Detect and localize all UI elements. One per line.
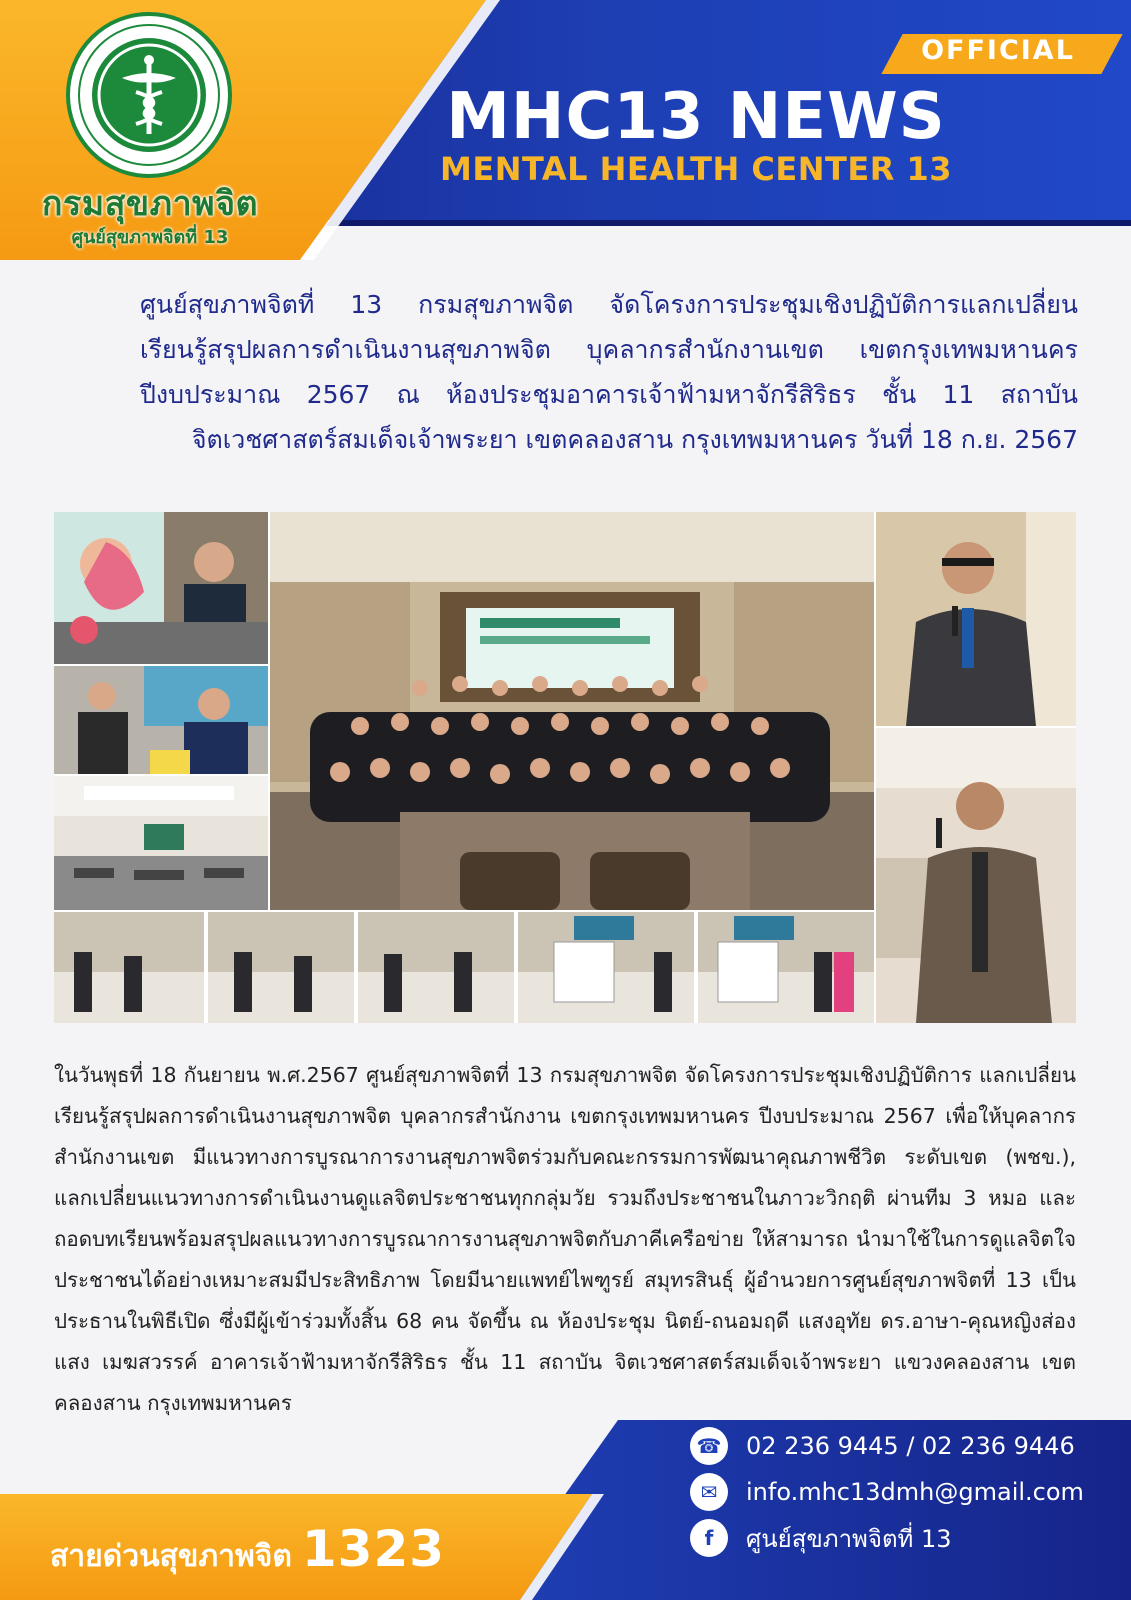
logo-emblem: [92, 38, 206, 152]
photo-group: [270, 512, 874, 910]
photo-speaker-desk: [54, 512, 268, 664]
headline-line-1: ศูนย์สุขภาพจิตที่ 13 กรมสุขภาพจิต จัดโครงการประชุมเชิงปฏิบัติการแลกเปลี่ยน: [140, 290, 1078, 319]
headline-line-2: เรียนรู้สรุปผลการดำเนินงานสุขภาพจิต บุคลากรสำนักงานเขต เขตกรุงเทพมหานคร: [140, 335, 1078, 364]
phone-icon: ☎: [690, 1427, 728, 1465]
photo-two-speakers: [54, 666, 268, 774]
caduceus-icon: [92, 38, 206, 152]
facebook-icon: f: [690, 1519, 728, 1557]
photo-speaker-old: [876, 728, 1076, 1023]
ministry-logo: [66, 12, 232, 178]
hotline-label: สายด่วนสุขภาพจิต: [50, 1539, 292, 1574]
dept-name: กรมสุขภาพจิต: [41, 184, 259, 224]
email-icon: ✉: [690, 1473, 728, 1511]
official-tag: OFFICIAL: [921, 35, 1075, 66]
brand-title: MHC13 NEWS: [446, 80, 946, 154]
email-address[interactable]: info.mhc13dmh@gmail.com: [746, 1478, 1084, 1506]
hotline: [50, 1520, 445, 1580]
contact-email[interactable]: [690, 1472, 1084, 1512]
hotline-number[interactable]: 1323: [301, 1520, 446, 1578]
header-banner: [0, 0, 1131, 265]
photo-collage: [54, 512, 1076, 1023]
contact-phone[interactable]: [690, 1426, 1075, 1466]
photo-workshop: [54, 912, 874, 1023]
headline-line-4: จิตเวชศาสตร์สมเด็จเจ้าพระยา เขตคลองสาน กรุงเทพมหานคร วันที่ 18 ก.ย. 2567: [191, 425, 1078, 454]
article-body: ในวันพุธที่ 18 กันยายน พ.ศ.2567 ศูนย์สุขภาพจิตที่ 13 กรมสุขภาพจิต จัดโครงการประชุมเชิงปฏิบัติการ แลกเปลี่ยนเรียนรู้สรุปผลการดำเนินงานสุขภาพจิต บุคลากรสำนักงาน เขตกรุงเทพมหานคร ปีงบประมาณ 2567 เพื่อให้บุคลากรสำนักงานเขต มีแนวทางการบูรณาการงานสุขภาพจิตร่วมกับคณะกรรมการพัฒนาคุณภาพชีวิต ระดับเขต (พชข.), แลกเปลี่ยนแนวทางการดำเนินงานดูแลจิตประชาชนทุกกลุ่มวัย รวมถึงประชาชนในภาวะวิกฤติ ผ่านทีม 3 หมอ และถอดบทเรียนพร้อมสรุปผลแนวทางการบูรณาการงานสุขภาพจิตกับภาคีเครือข่าย ให้สามารถ นำมาใช้ในการดูแลจิตใจประชาชนได้อย่างเหมาะสมมีประสิทธิภาพ โดยมีนายแพทย์ไพฑูรย์ สมุทรสินธุ์ ผู้อำนวยการศูนย์สุขภาพจิตที่ 13 เป็นประธานในพิธีเปิด ซึ่งมีผู้เข้าร่วมทั้งสิ้น 68 คน จัดขึ้น ณ ห้องประชุม นิตย์-ถนอมฤดี แสงอุทัย ดร.อาษา-คุณหญิงส่องแสง เมฆสวรรค์ อาคารเจ้าฟ้ามหาจักรีสิริธร ชั้น 11 สถาบัน จิตเวชศาสตร์สมเด็จเจ้าพระยา แขวงคลองสาน เขตคลองสาน กรุงเทพมหานคร: [54, 1063, 1076, 1415]
headline-line-3: ปีงบประมาณ 2567 ณ ห้องประชุมอาคารเจ้าฟ้ามหาจักรีสิริธร ชั้น 11 สถาบัน: [140, 380, 1078, 409]
facebook-page[interactable]: ศูนย์สุขภาพจิตที่ 13: [746, 1524, 952, 1553]
phone-number[interactable]: 02 236 9445 / 02 236 9446: [746, 1432, 1075, 1460]
headline: [140, 282, 1078, 462]
footer-banner: [0, 1420, 1131, 1600]
photo-speaker-mic: [876, 512, 1076, 726]
photo-meeting-room: [54, 776, 268, 910]
contact-facebook[interactable]: [690, 1518, 952, 1558]
center-name: ศูนย์สุขภาพจิตที่ 13: [71, 227, 229, 248]
brand-subtitle: MENTAL HEALTH CENTER 13: [440, 150, 952, 188]
